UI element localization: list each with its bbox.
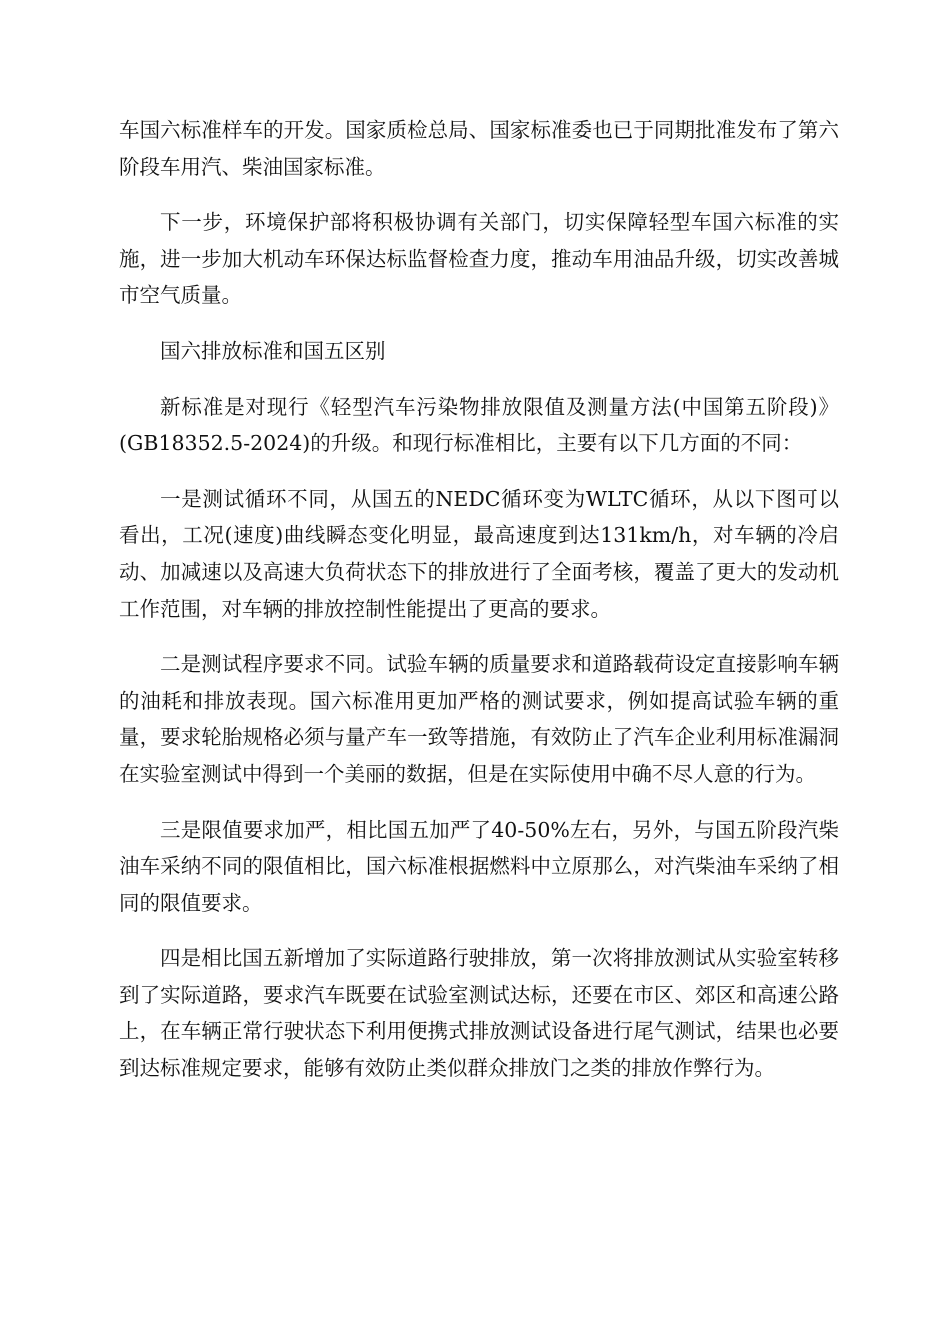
- paragraph-continuation: 车国六标准样车的开发。国家质检总局、国家标准委也已于同期批准发布了第六阶段车用汽、柴油国家标准。: [119, 118, 839, 179]
- paragraph-point-one: 一是测试循环不同，从国五的NEDC循环变为WLTC循环，从以下图可以看出，工况(速度)曲线瞬态变化明显，最高速度到达131km/h，对车辆的冷启动、加减速以及高速大负荷状态下的排放进行了全面考核，覆盖了更大的发动机工作范围，对车辆的排放控制性能提出了更高的要求。: [119, 486, 839, 621]
- paragraph-point-two: 二是测试程序要求不同。试验车辆的质量要求和道路载荷设定直接影响车辆的油耗和排放表现。国六标准用更加严格的测试要求，例如提高试验车辆的重量，要求轮胎规格必须与量产车一致等措施，有效防止了汽车企业利用标准漏洞在实验室测试中得到一个美丽的数据，但是在实际使用中确不尽人意的行为。: [119, 652, 839, 786]
- paragraph-intro: 新标准是对现行《轻型汽车污染物排放限值及测量方法(中国第五阶段)》(GB18352.5-2024)的升级。和现行标准相比，主要有以下几方面的不同：: [119, 394, 839, 456]
- paragraph-point-three: 三是限值要求加严，相比国五加严了40-50%左右，另外，与国五阶段汽柴油车采纳不同的限值相比，国六标准根据燃料中立原那么，对汽柴油车采纳了相同的限值要求。: [119, 817, 839, 915]
- document-page: [119, 112, 839, 1106]
- paragraph-point-four: 四是相比国五新增加了实际道路行驶排放，第一次将排放测试从实验室转移到了实际道路，要求汽车既要在试验室测试达标，还要在市区、郊区和高速公路上，在车辆正常行驶状态下利用便携式排放测试设备进行尾气测试，结果也必要到达标准规定要求，能够有效防止类似群众排放门之类的排放作弊行为。: [119, 946, 839, 1081]
- paragraph-next-steps: 下一步，环境保护部将积极协调有关部门，切实保障轻型车国六标准的实施，进一步加大机动车环保达标监督检查力度，推动车用油品升级，切实改善城市空气质量。: [119, 210, 839, 308]
- section-heading: 国六排放标准和国五区别: [160, 338, 386, 363]
